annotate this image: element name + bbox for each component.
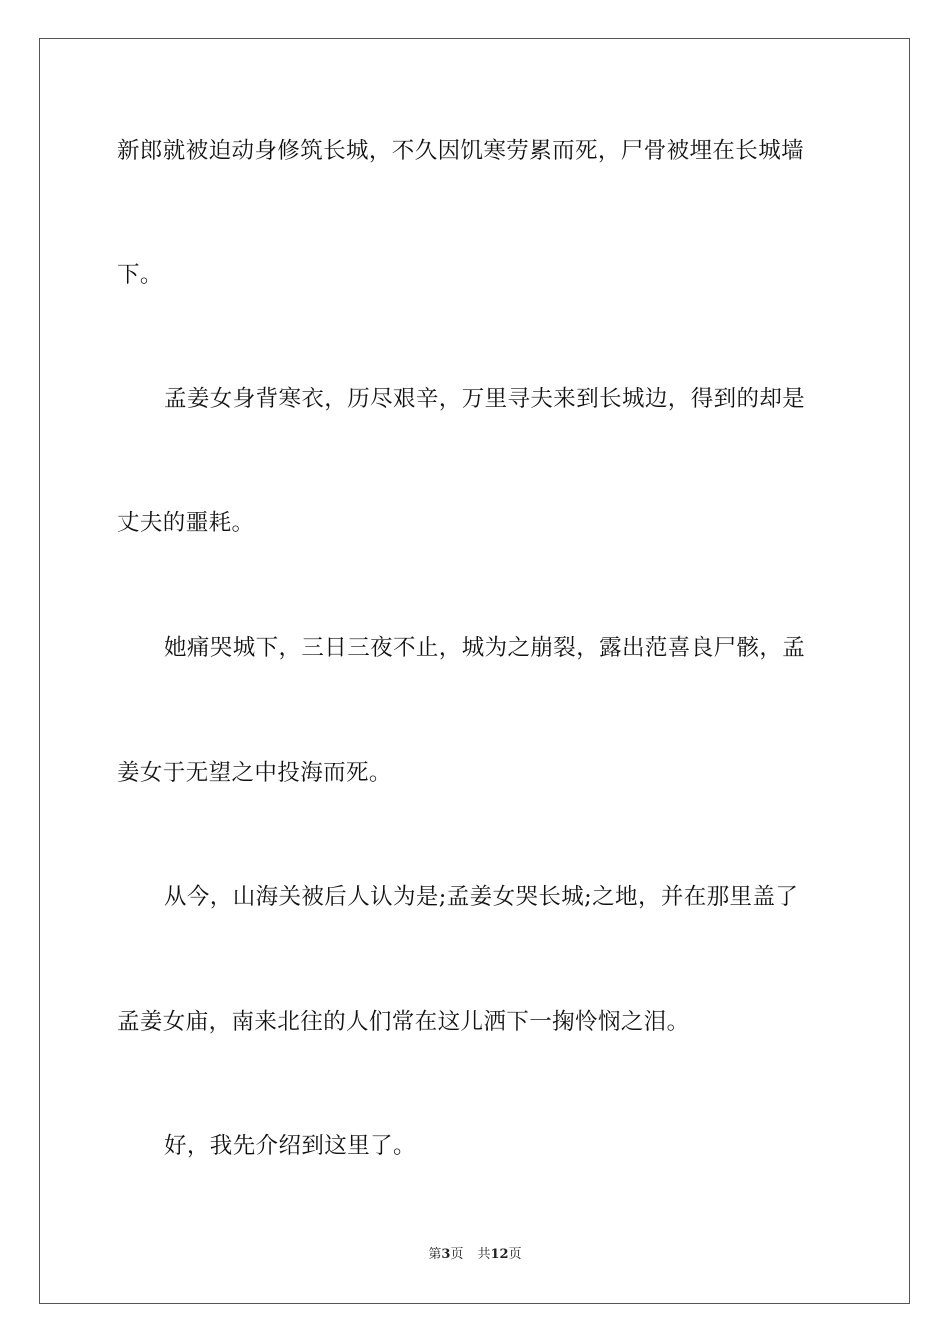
- page-label-prefix: 第: [428, 1247, 442, 1262]
- total-label-prefix: 共: [477, 1247, 491, 1262]
- total-label-suffix: 页: [508, 1247, 522, 1262]
- page-label-suffix: 页: [450, 1247, 464, 1262]
- paragraph-line: 从今，山海关被后人认为是;孟姜女哭长城;之地，并在那里盖了: [164, 884, 799, 910]
- paragraph-line: 孟姜女身背寒衣，历尽艰辛，万里寻夫来到长城边，得到的却是: [164, 386, 806, 412]
- paragraph-line: 姜女于无望之中投海而死。: [117, 760, 392, 786]
- paragraph-line: 她痛哭城下，三日三夜不止，城为之崩裂，露出范喜良尸骸，孟: [164, 635, 806, 661]
- page-number: 3: [441, 1247, 451, 1262]
- paragraph-line: 新郎就被迫动身修筑长城，不久因饥寒劳累而死，尸骨被埋在长城墙: [117, 138, 805, 164]
- paragraph-line: 下。: [117, 262, 163, 288]
- page-footer: [0, 1246, 950, 1264]
- total-pages: 12: [490, 1247, 509, 1262]
- paragraph-line: 孟姜女庙，南来北往的人们常在这儿洒下一掬怜悯之泪。: [117, 1009, 690, 1035]
- paragraph-line: 好，我先介绍到这里了。: [164, 1133, 416, 1159]
- paragraph-line: 丈夫的噩耗。: [117, 510, 255, 536]
- page-border: [39, 38, 910, 1304]
